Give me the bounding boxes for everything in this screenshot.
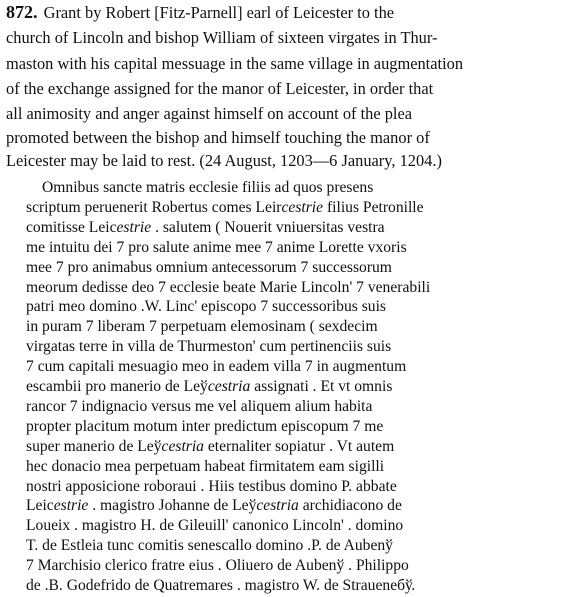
latin-text: Leic bbox=[26, 497, 54, 515]
latin-line-5: mee 7 pro animabus omnium antecessorum 7 successorum bbox=[26, 258, 392, 276]
latin-line-8: in puram 7 liberam 7 perpetuam elemosinam ( sexdecim bbox=[26, 318, 378, 336]
latin-line-1 bbox=[42, 180, 373, 196]
latin-text: scriptum peruenerit Robertus comes Leir bbox=[26, 198, 282, 216]
heading-line-6: promoted between the bishop and himself touching the manor of bbox=[6, 128, 430, 147]
latin-line-16: nostri apposicione roboraui . Hiis testibus domino P. abbate bbox=[26, 477, 397, 495]
latin-italic: estrie bbox=[53, 497, 89, 515]
latin-line-11 bbox=[26, 379, 392, 395]
latin-line-2 bbox=[26, 200, 424, 216]
latin-text: Omnibus sancte matris ecclesie filiis ad quos presens bbox=[42, 179, 374, 196]
latin-italic: cestria bbox=[256, 497, 299, 515]
latin-italic: estrie bbox=[116, 218, 152, 236]
latin-line-12: rancor 7 indignacio versus me vel aliquem alium habita bbox=[26, 397, 373, 415]
heading-line-5: all animosity and anger against himself on account of the plea bbox=[6, 104, 412, 123]
latin-text: assignati . Et vt omnis bbox=[250, 378, 393, 395]
latin-line-18: Loueix . magistro H. de Gileuill' canonico Lincoln' . domino bbox=[26, 517, 404, 535]
latin-line-17 bbox=[26, 498, 402, 514]
latin-line-7: patri meo domino .W. Linc' episcopo 7 successoribus suis bbox=[26, 298, 386, 316]
latin-line-21: de .B. Godefrido de Quatremares . magistro W. de Straueneбў. bbox=[26, 577, 416, 594]
heading-line-1 bbox=[6, 3, 394, 21]
latin-italic: cestrie bbox=[281, 198, 324, 216]
entry-number: 872. bbox=[6, 2, 38, 22]
latin-line-19: T. de Estleia tunc comitis senescallo domino .P. de Aubenў bbox=[26, 537, 393, 555]
latin-line-13: propter placitum motum inter predictum episcopum 7 me bbox=[26, 417, 384, 435]
latin-text: filius Petronille bbox=[323, 198, 424, 216]
heading-text-1: Grant by Robert [Fitz-Parnell] earl of Leicester to the bbox=[43, 3, 395, 22]
latin-line-10: 7 cum capitali mesuagio meo in eadem villa 7 in augmentum bbox=[26, 358, 407, 376]
latin-text: escambii pro manerio de Leў bbox=[26, 378, 208, 395]
latin-italic: cestria bbox=[207, 378, 251, 395]
latin-text: archidiacono de bbox=[298, 497, 402, 515]
heading-line-2: church of Lincoln and bishop William of sixteen virgates in Thur- bbox=[6, 28, 438, 47]
latin-line-3 bbox=[26, 220, 385, 236]
latin-text: super manerio de Leў bbox=[26, 437, 162, 455]
latin-line-4: me intuitu dei 7 pro salute anime mee 7 anime Lorette vxoris bbox=[26, 238, 407, 256]
heading-line-3: maston with his capital messuage in the same village in augmentation bbox=[6, 54, 464, 73]
latin-line-9: virgatas terre in villa de Thurmeston' cum pertinenciis suis bbox=[26, 338, 392, 356]
latin-line-20: 7 Marchisio clerico fratre eius . Oliuero de Aubenў . Philippo bbox=[26, 557, 409, 575]
latin-text: . magistro Johanne de Leў bbox=[88, 497, 257, 515]
latin-line-15: hec donacio mea perpetuam habeat firmitatem eam sigilli bbox=[26, 457, 385, 475]
latin-text: comitisse Leic bbox=[26, 218, 117, 236]
latin-text: . salutem ( Nouerit vniuersitas vestra bbox=[151, 218, 385, 236]
latin-italic: cestria bbox=[161, 437, 204, 455]
heading-line-4: of the exchange assigned for the manor of Leicester, in order that bbox=[6, 79, 434, 98]
latin-line-14 bbox=[26, 439, 394, 455]
latin-text: eternaliter sopiatur . Vt autem bbox=[203, 437, 395, 455]
latin-line-6: meorum dedisse deo 7 ecclesie beate Marie Lincoln' 7 venerabili bbox=[26, 278, 431, 296]
heading-line-7: Leicester may be laid to rest. (24 August, 1203—6 January, 1204.) bbox=[6, 151, 442, 170]
